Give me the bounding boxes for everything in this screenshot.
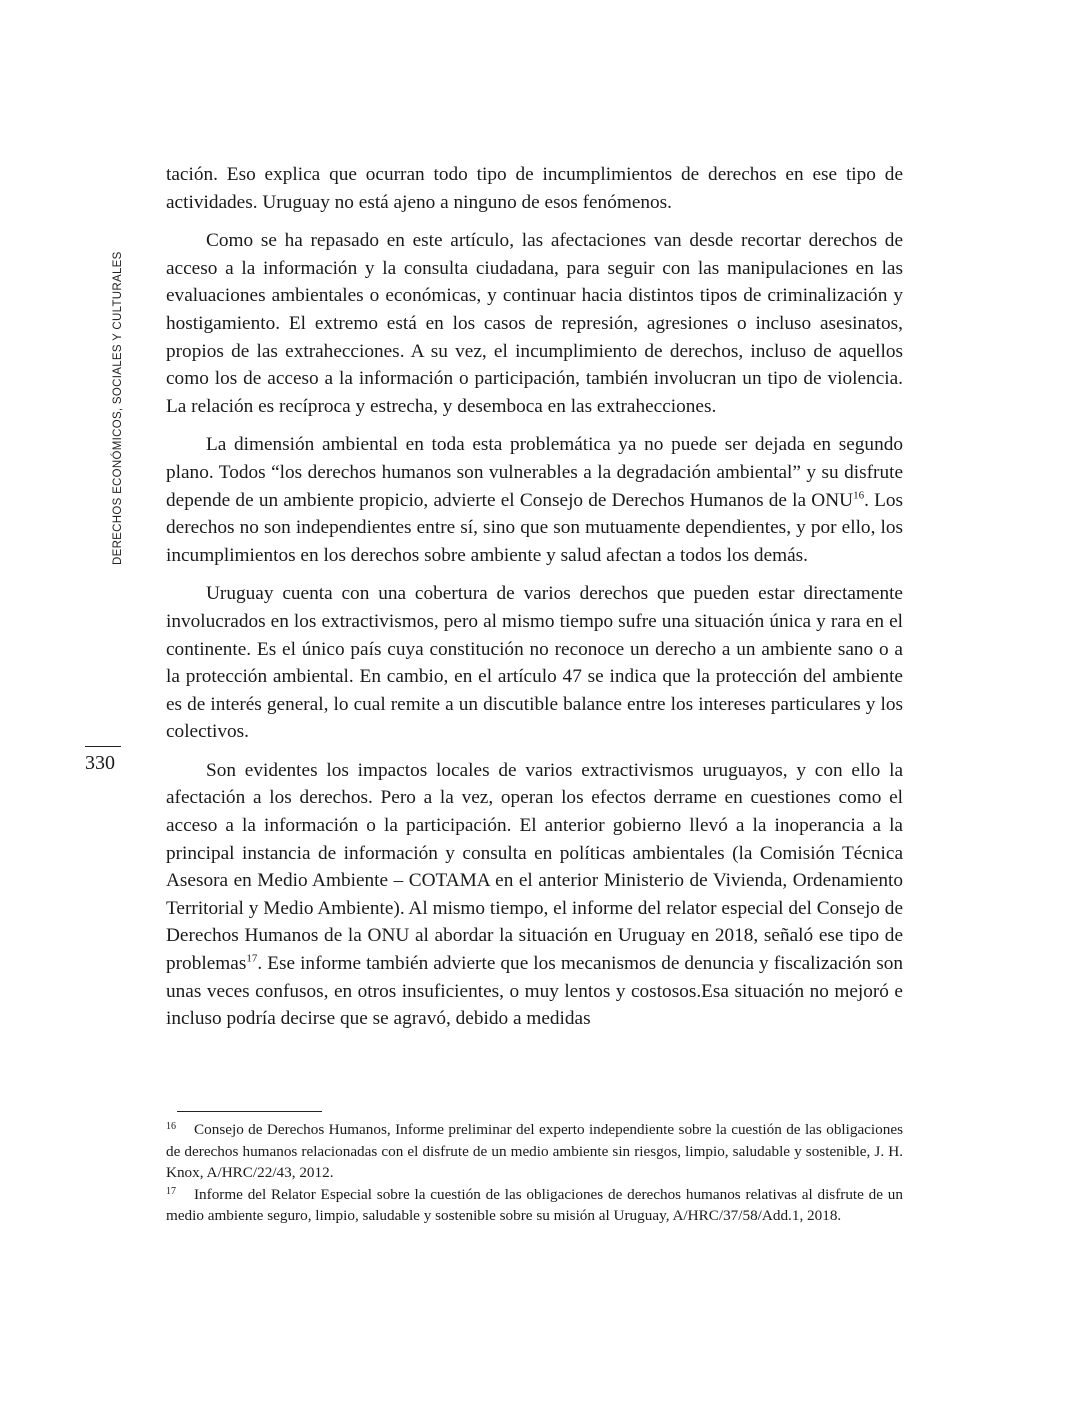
paragraph: Como se ha repasado en este artículo, las afectaciones van desde recortar derechos de acceso a la información y la consulta ciudadana, para seguir con las manipulaciones en las evaluaciones ambientales o económicas, y continuar hacia distintos tipos de criminalización y hostigamiento. El extremo está en los casos de represión, agresiones o incluso asesinatos, propios de las extrahecciones. A su vez, el incumplimiento de derechos, incluso de aquellos como los de acceso a la información o participación, también involucran un tipo de violencia. La relación es recíproca y estrecha, y desemboca en las extrahecciones. bbox=[166, 230, 903, 417]
footnote bbox=[166, 1184, 903, 1227]
footnote-reference[interactable]: 16 bbox=[853, 489, 865, 502]
page-number: 330 bbox=[85, 752, 115, 774]
paragraph bbox=[166, 431, 903, 569]
footnote-number: 16 bbox=[166, 1121, 176, 1132]
footnote-number: 17 bbox=[166, 1185, 176, 1197]
paragraph-text: . Los derechos no son independientes entre sí, sino que son mutuamente dependientes, y por ello, los incumplimientos en los derechos sobre ambiente y salud afectan a todos los demás. bbox=[166, 489, 904, 566]
paragraph-text: La dimensión ambiental en toda esta problemática ya no puede ser dejada en segundo plano. Todos “los derechos humanos son vulnerables a la degradación ambiental” y su disfrute depende de un ambiente propicio, advierte el Consejo de Derechos Humanos de la ONU bbox=[166, 434, 903, 511]
footnote-text: Consejo de Derechos Humanos, Informe preliminar del experto independiente sobre la cuestión de las obligaciones de derechos humanos relacionadas con el disfrute de un medio ambiente sin riesgos, limpio, saludable y sostenible, J. H. Knox, A/HRC/22/43, 2012. bbox=[166, 1121, 903, 1181]
paragraph: Uruguay cuenta con una cobertura de varios derechos que pueden estar directamente involucrados en los extractivismos, pero al mismo tiempo sufre una situación única y rara en el continente. Es el único país cuya constitución no reconoce un derecho a un ambiente sano o a la protección ambiental. En cambio, en el artículo 47 se indica que la protección del ambiente es de interés general, lo cual remite a un discutible balance entre los intereses particulares y los colectivos. bbox=[166, 583, 903, 743]
running-head: DERECHOS ECONÓMICOS, SOCIALES Y CULTURALES bbox=[112, 251, 124, 565]
footnote-separator bbox=[177, 1111, 322, 1112]
footnote-reference[interactable]: 17 bbox=[246, 952, 258, 965]
footnotes bbox=[166, 1119, 903, 1227]
paragraph bbox=[166, 757, 903, 1033]
footnote bbox=[166, 1119, 903, 1184]
footnote-text: Informe del Relator Especial sobre la cuestión de las obligaciones de derechos humanos relativas al disfrute de un medio ambiente seguro, limpio, saludable y sostenible sobre su misión al Uruguay, A/HRC/37/58/Add.1, 2018. bbox=[166, 1185, 903, 1224]
paragraph-text: . Ese informe también advierte que los mecanismos de denuncia y fiscalización son unas veces confusos, en otros insuficientes, o muy lentos y costosos.Esa situación no mejoró e incluso podría decirse que se agravó, debido a medidas bbox=[166, 953, 903, 1030]
paragraph-continuation: tación. Eso explica que ocurran todo tipo de incumplimientos de derechos en ese tipo de actividades. Uruguay no está ajeno a ninguno de esos fenómenos. bbox=[166, 164, 903, 213]
page-number-rule bbox=[85, 746, 121, 747]
body-text bbox=[166, 161, 903, 1044]
paragraph-text: Son evidentes los impactos locales de varios extractivismos uruguayos, y con ello la afectación a los derechos. Pero a la vez, operan los efectos derrame en cuestiones como el acceso a la información o la participación. El anterior gobierno llevó a la inoperancia a la principal instancia de información y consulta en políticas ambientales (la Comisión Técnica Asesora en Medio Ambiente – COTAMA en el anterior Ministerio de Vivienda, Ordenamiento Territorial y Medio Ambiente). Al mismo tiempo, el informe del relator especial del Consejo de Derechos Humanos de la ONU al abordar la situación en Uruguay en 2018, señaló ese tipo de problemas bbox=[166, 759, 903, 975]
